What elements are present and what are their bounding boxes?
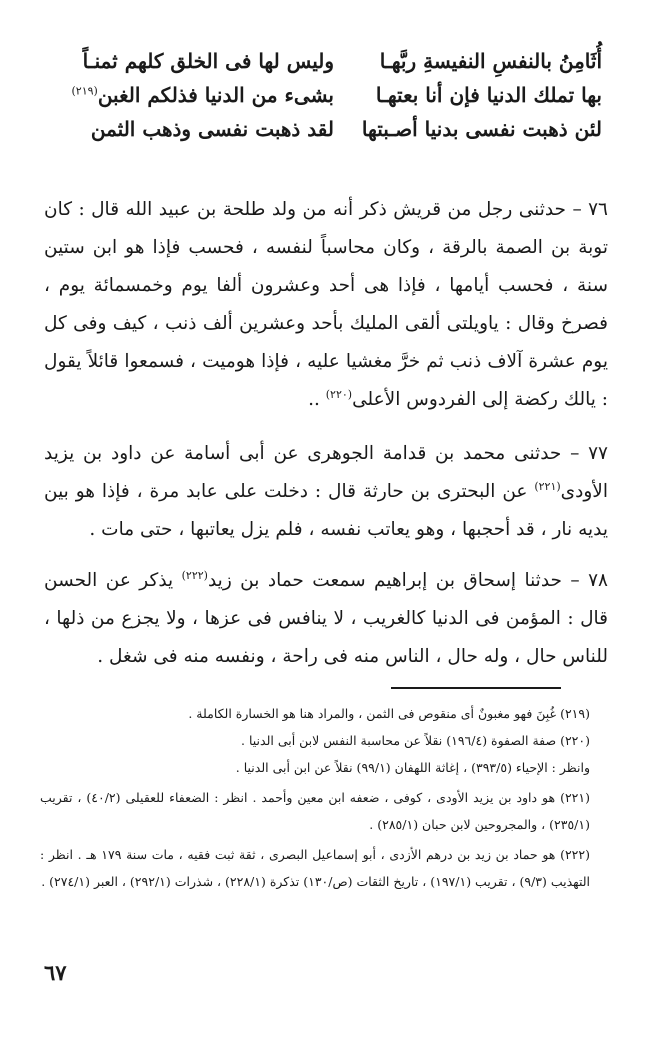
narration-number: ٧٨ – [570,569,608,591]
footnote-220-continued: وانظر : الإحياء (٣٩٣/٥) ، إغاثة اللهفان (٩٩/١) نقلاً عن ابن أبى الدنيا . [235,760,590,775]
narration-text: حدثنا إسحاق بن إبراهيم سمعت حماد بن زيد [207,569,562,591]
page-number: ٦٧ [44,960,67,985]
footnote-separator [391,687,561,689]
narration-text-end: عن البحترى بن حارثة قال : دخلت على عابد مرة ، فإذا هو بين يديه نار ، قد أحجبها ، وهو يعاتب نفسه ، فلم يزل يعاتبها ، حتى مات . [44,480,608,540]
verse-first-hemistich: أُثَامِنُ بالنفسِ النفيسةِ ربَّهـا [379,49,602,73]
narration-number: ٧٦ – [572,198,608,220]
footnote-ref: (٢٢٢) [181,568,208,582]
narration-76 [44,191,608,419]
verse-second-hemistich [54,44,334,78]
verse-first-hemistich: لئن ذهبت نفسى بدنيا أصـبتها [361,117,602,141]
verse-second-text: وليس لها فى الخلق كلهم ثمنـاً [82,49,334,73]
footnote-221: (٢٢١) هو داود بن يزيد الأودى ، كوفى ، ضعفه ابن معين وأحمد . انظر : الضعفاء للعقيلى (٤٠/٢) ، تقريب (٢٣٥/١) ، والمجروحين لابن حبان (٢٨٥/١) . [40,790,590,832]
verse-second-hemistich [54,78,334,112]
verse-second-hemistich [54,112,334,146]
narration-77 [44,435,608,549]
poem-verse [54,78,602,112]
narration-text: حدثنى رجل من قريش ذكر أنه من ولد طلحة بن عبيد الله قال : كان توبة بن الصمة بالرقة ، وكان محاسباً لنفسه ، فحسب فإذا هو ابن ستين سنة ، فحسب أيامها ، فإذا هى أحد وعشرون ألفا يوم وخمسمائة يوم ، فصرخ وقال : ياويلتى ألقى المليك بأحد وعشرين ألف ذنب ، كيف وفى كل يوم عشرة آلاف ذنب ثم خرَّ مغشيا عليه ، فإذا هوميت ، فسمعوا قائلاً يقول : يالك ركضة إلى الفردوس الأعلى [44,198,608,410]
verse-first-hemistich: بها تملك الدنيا فإن أنا بعتهـا [375,83,602,107]
narration-text-end: يذكر عن الحسن قال : المؤمن فى الدنيا كالغريب ، لا ينافس فى عزها ، ولا يجزع من ذلها ، للناس حال ، وله حال ، الناس منه فى راحة ، ونفسه منه فى شغل . [44,569,608,667]
verse-second-text: بشىء من الدنيا فذلكم الغبن [97,83,334,107]
narration-text: حدثنى محمد بن قدامة الجوهرى عن أبى أسامة عن داود بن يزيد الأودى [44,442,608,502]
narration-text-end: .. [308,388,326,410]
poem [54,44,602,146]
footnotes [40,700,590,895]
narration-number: ٧٧ – [570,442,608,464]
footnote-ref: (٢٢٠) [325,387,353,401]
verse-second-text: لقد ذهبت نفسى وذهب الثمن [90,117,334,141]
poem-verse [54,44,602,78]
footnote-ref: (٢١٩) [71,84,98,98]
footnote-222: (٢٢٢) هو حماد بن زيد بن درهم الأزدى ، أبو إسماعيل البصرى ، ثقة ثبت فقيه ، مات سنة ١٧٩ هـ . انظر : التهذيب (٩/٣) ، تقريب (١٩٧/١) ، تاريخ الثقات (ص/١٣٠) تذكرة (٢٢٨/١) ، شذرات (٢٩٢/١) ، العبر (٢٧٤/١) . [40,847,590,889]
footnote-ref: (٢٢١) [534,479,561,493]
footnote-219: (٢١٩) غُبِنَ فهو مغبونٌ أى منقوص فى الثمن ، والمراد هنا هو الخسارة الكاملة . [188,706,590,721]
narration-78 [44,562,608,676]
footnote-220: (٢٢٠) صفة الصفوة (١٩٦/٤) نقلاً عن محاسبة النفس لابن أبى الدنيا . [241,733,590,748]
poem-verse [54,112,602,146]
